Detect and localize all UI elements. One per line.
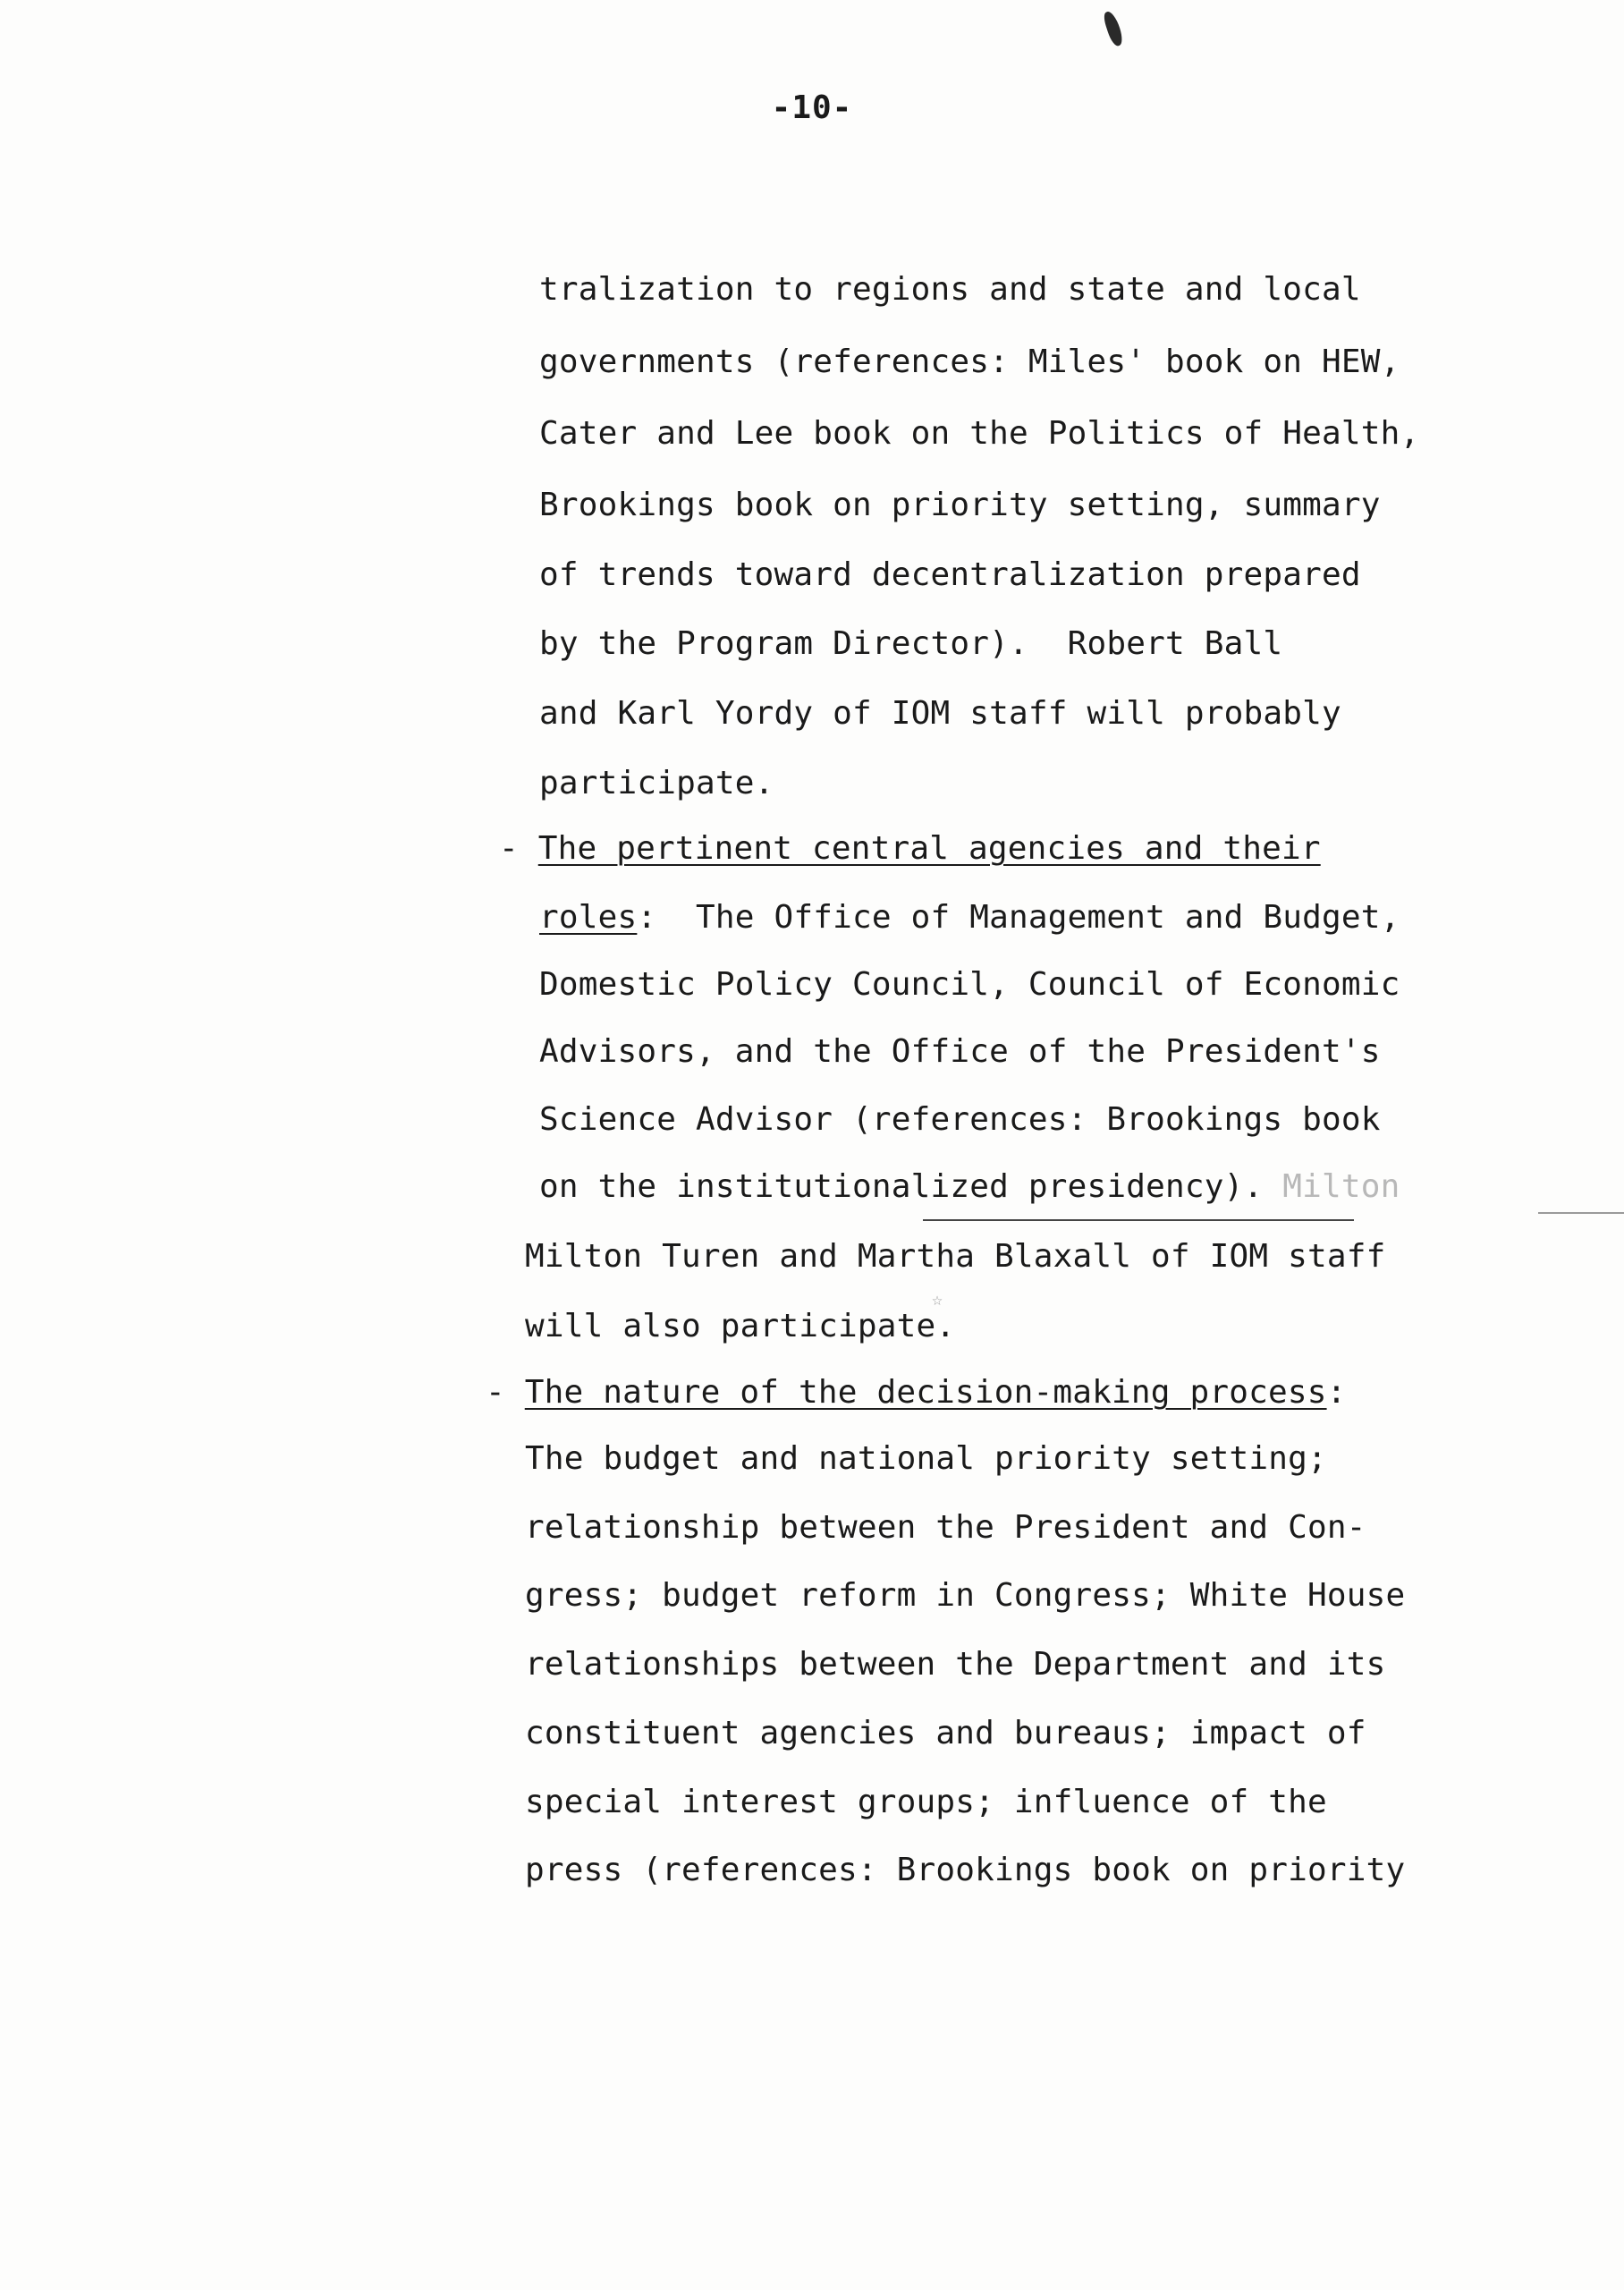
text-span: : The Office of Management and Budget, xyxy=(637,899,1400,936)
text-line: Milton Turen and Martha Blaxall of IOM staff xyxy=(525,1238,1386,1275)
bullet-1-heading-cont: roles xyxy=(539,899,638,936)
text-line: of trends toward decentralization prepared xyxy=(539,556,1361,593)
text-line: and Karl Yordy of IOM staff will probably xyxy=(539,695,1341,732)
bullet-1-heading-line xyxy=(499,829,1321,869)
text-line: constituent agencies and bureaus; impact of xyxy=(525,1715,1366,1751)
text-line: Advisors, and the Office of the President's xyxy=(539,1033,1381,1070)
text-line: press (references: Brookings book on priority xyxy=(525,1852,1406,1888)
text-line: special interest groups; influence of the xyxy=(525,1784,1327,1820)
bullet-1-heading: The pertinent central agencies and their xyxy=(537,830,1321,867)
text-line: Science Advisor (references: Brookings book xyxy=(539,1101,1381,1138)
text-line: The budget and national priority setting; xyxy=(525,1440,1327,1477)
page-number: -10- xyxy=(771,89,853,126)
ink-smudge xyxy=(1102,10,1125,47)
text-line: governments (references: Miles' book on HEW, xyxy=(539,344,1400,380)
separator-rule xyxy=(923,1219,1354,1221)
text-span: : xyxy=(1326,1374,1347,1411)
faint-text: Milton xyxy=(1282,1168,1400,1205)
text-line: Domestic Policy Council, Council of Economic xyxy=(539,966,1400,1003)
text-line: relationship between the President and Con- xyxy=(525,1509,1366,1546)
bullet-2-heading-line xyxy=(486,1373,1346,1412)
text-line: Brookings book on priority setting, summary xyxy=(539,487,1381,523)
bullet-dash: - xyxy=(486,1374,525,1411)
text-line: tralization to regions and state and local xyxy=(539,271,1361,308)
bullet-2-heading: The nature of the decision-making process xyxy=(524,1374,1327,1411)
text-line: Cater and Lee book on the Politics of Health, xyxy=(539,415,1420,452)
text-line: by the Program Director). Robert Ball xyxy=(539,625,1283,662)
margin-rule xyxy=(1538,1212,1624,1214)
text-line: will also participate. xyxy=(525,1308,956,1344)
text-line xyxy=(539,898,1400,937)
text-line: gress; budget reform in Congress; White House xyxy=(525,1577,1406,1614)
text-span: on the institutionalized presidency). xyxy=(539,1168,1283,1205)
text-line: participate. xyxy=(539,765,774,802)
text-line xyxy=(539,1167,1400,1207)
bullet-dash: - xyxy=(499,830,538,867)
stray-mark: ☆ xyxy=(932,1288,943,1310)
text-line: relationships between the Department and its xyxy=(525,1646,1386,1683)
